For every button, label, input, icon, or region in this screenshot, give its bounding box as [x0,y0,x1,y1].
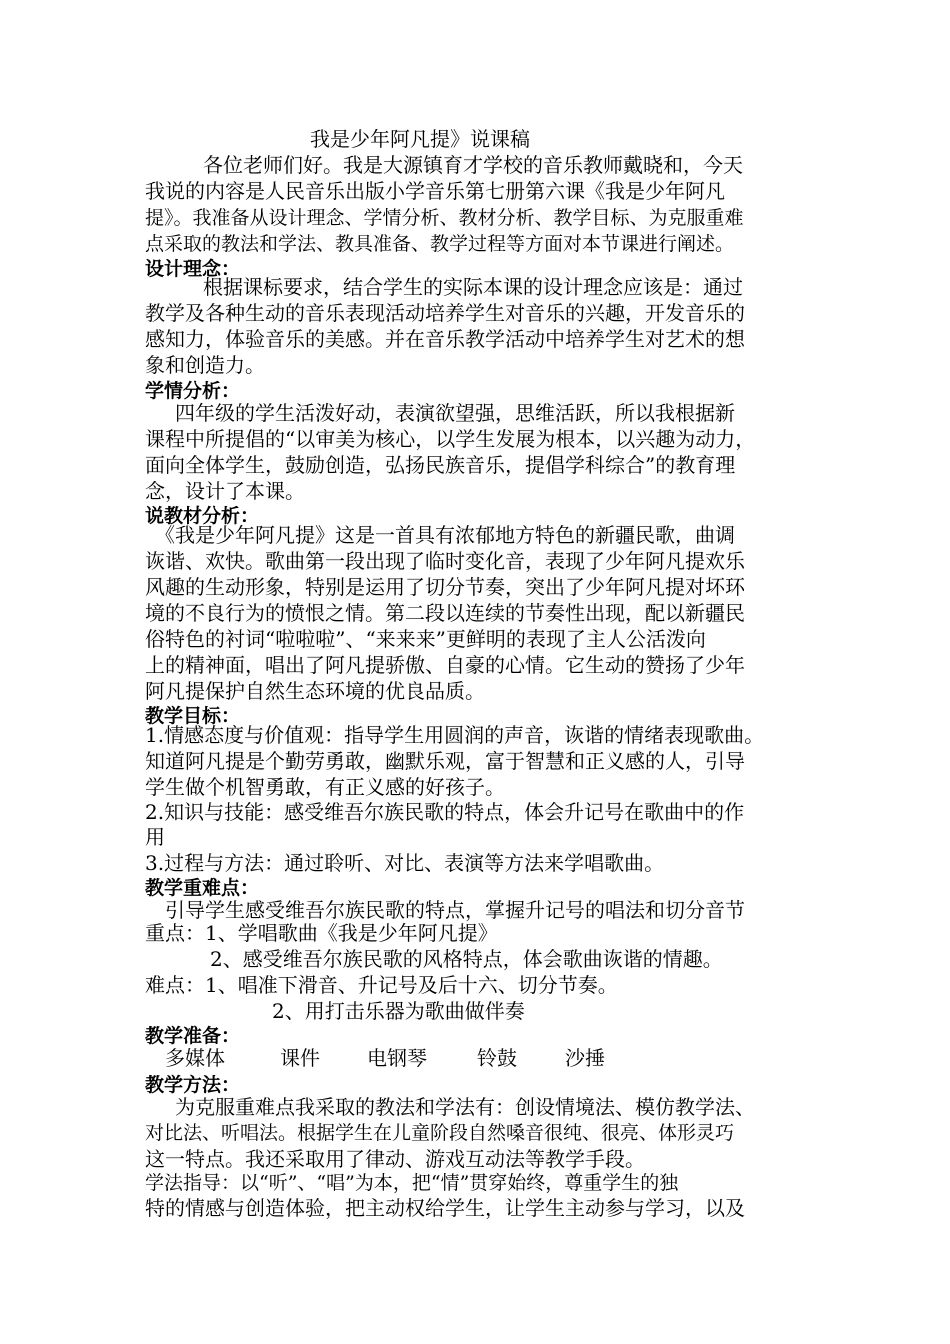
paragraph-line: 四年级的学生活泼好动，表演欲望强，思维活跃，所以我根据新 [175,401,735,425]
paragraph-line: 根据课标要求，结合学生的实际本课的设计理念应该是：通过 [203,275,743,299]
paragraph-line: 上的精神面，唱出了阿凡提骄傲、自豪的心情。它生动的赞扬了少年 [145,653,745,677]
paragraph-line: 点采取的教法和学法、教具准备、教学过程等方面对本节课进行阐述。 [145,233,735,255]
paragraph-line: 对比法、听唱法。根据学生在儿童阶段自然嗓音很纯、很亮、体形灵巧 [145,1122,735,1144]
section-heading: 设计理念： [145,258,241,280]
paragraph-line: 2、感受维吾尔族民歌的风格特点，体会歌曲诙谐的情趣。 [210,947,723,971]
prep-item: 课件 [280,1046,320,1070]
paragraph-line: 感知力，体验音乐的美感。并在音乐教学活动中培养学生对艺术的想 [145,327,745,351]
paragraph-line: 用 [145,825,165,849]
document-title: 我是少年阿凡提》说课稿 [310,127,530,151]
paragraph-line: 境的不良行为的愤恨之情。第二段以连续的节奏性出现，配以新疆民 [145,601,745,625]
section-heading: 教学重难点： [145,877,260,899]
paragraph-line: 教学及各种生动的音乐表现活动培养学生对音乐的兴趣，开发音乐的 [145,301,745,325]
paragraph-line: 重点：1、学唱歌曲《我是少年阿凡提》 [145,921,498,945]
paragraph-line: 阿凡提保护自然生态环境的优良品质。 [145,679,485,703]
paragraph-line: 俗特色的衬词“啦啦啦”、“来来来”更鲜明的表现了主人公活泼向 [145,627,706,651]
paragraph-line: 这一特点。我还采取用了律动、游戏互动法等教学手段。 [145,1147,645,1171]
paragraph-line: 各位老师们好。我是大源镇育才学校的音乐教师戴晓和，今天 [203,153,743,177]
paragraph-line: 象和创造力。 [145,353,265,377]
paragraph-line: 1.情感态度与价值观：指导学生用圆润的声音，诙谐的情绪表现歌曲。 [145,723,765,747]
section-heading: 教学准备： [145,1025,241,1047]
paragraph-line: 《我是少年阿凡提》这是一首具有浓郁地方特色的新疆民歌，曲调 [155,523,735,547]
paragraph-line: 我说的内容是人民音乐出版小学音乐第七册第六课《我是少年阿凡 [145,179,725,203]
paragraph-line: 知道阿凡提是个勤劳勇敢，幽默乐观，富于智慧和正义感的人，引导 [145,749,745,773]
paragraph-line: 学法指导：以“听”、“唱”为本，把“情”贯穿始终，尊重学生的独 [145,1172,679,1194]
paragraph-line: 2、用打击乐器为歌曲做伴奏 [272,999,525,1023]
section-heading: 学情分析： [145,380,241,402]
section-heading: 说教材分析： [145,505,260,527]
section-heading: 教学方法： [145,1074,241,1096]
paragraph-line: 难点：1、唱准下滑音、升记号及后十六、切分节奏。 [145,973,618,997]
paragraph-line: 课程中所提倡的“以审美为核心，以学生发展为根本，以兴趣为动力， [145,427,756,451]
paragraph-line: 风趣的生动形象，特别是运用了切分节奏，突出了少年阿凡提对坏环 [145,575,745,599]
prep-item: 电钢琴 [367,1046,427,1070]
prep-item: 铃鼓 [477,1046,517,1070]
paragraph-line: 诙谐、欢快。歌曲第一段出现了临时变化音，表现了少年阿凡提欢乐 [145,549,745,573]
paragraph-line: 为克服重难点我采取的教法和学法有：创设情境法、模仿教学法、 [175,1095,755,1119]
paragraph-line: 特的情感与创造体验，把主动权给学生，让学生主动参与学习，以及 [145,1196,745,1220]
paragraph-line: 提》。我准备从设计理念、学情分析、教材分析、教学目标、为克服重难 [145,207,744,229]
prep-items-row [165,1045,605,1071]
paragraph-line: 3.过程与方法：通过聆听、对比、表演等方法来学唱歌曲。 [145,851,665,875]
paragraph-line: 念，设计了本课。 [145,479,305,503]
paragraph-line: 引导学生感受维吾尔族民歌的特点，掌握升记号的唱法和切分音节 [165,898,745,922]
paragraph-line: 学生做个机智勇敢，有正义感的好孩子。 [145,775,505,799]
prep-item: 多媒体 [165,1046,225,1070]
prep-item: 沙捶 [565,1046,605,1070]
paragraph-line: 2.知识与技能：感受维吾尔族民歌的特点，体会升记号在歌曲中的作 [145,800,745,824]
paragraph-line: 面向全体学生，鼓励创造，弘扬民族音乐，提倡学科综合”的教育理 [145,453,736,477]
section-heading: 教学目标： [145,705,241,727]
